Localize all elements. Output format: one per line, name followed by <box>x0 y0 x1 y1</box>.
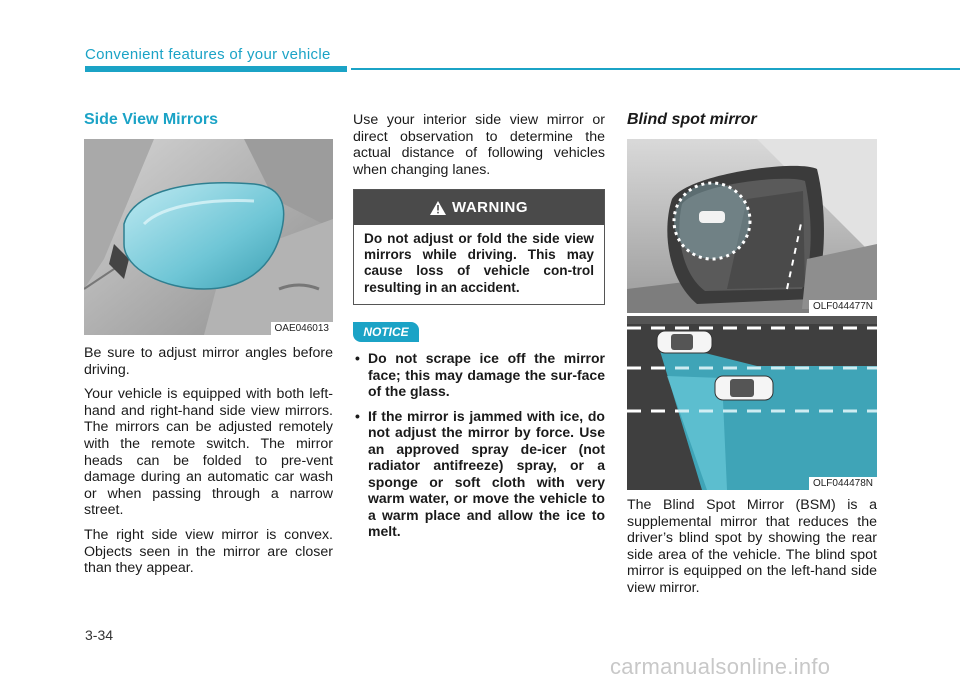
middle-intro <box>353 112 605 186</box>
bullet-dot-icon: • <box>355 350 360 366</box>
blind-spot-mirror-heading: Blind spot mirror <box>627 111 757 128</box>
section-title: Convenient features of your vehicle <box>85 46 331 63</box>
list-item <box>353 350 605 400</box>
notice-label: NOTICE <box>353 322 419 342</box>
paragraph: Be sure to adjust mirror angles before driving. <box>84 345 333 378</box>
list-item <box>353 408 605 540</box>
paragraph: The Blind Spot Mirror (BSM) is a supplemental mirror that reduces the driver’s blind spot by showing the rear side area of the vehicle. The blind spot mirror is equipped on the left-hand side view mirror. <box>627 497 877 596</box>
warning-box <box>353 189 605 305</box>
warning-text: Do not adjust or fold the side view mirrors while driving. This may cause loss of vehicle con-trol resulting in an accident. <box>364 231 594 295</box>
blind-spot-mirror-illustration <box>627 139 877 313</box>
blind-spot-mirror-figure <box>627 139 877 313</box>
warning-title: WARNING <box>452 199 528 216</box>
header-bar-accent <box>85 66 347 72</box>
warning-header <box>354 190 604 225</box>
car-icon <box>715 376 773 400</box>
paragraph: Use your interior side view mirror or direct observation to determine the actual distance of following vehicles when changing lanes. <box>353 112 605 178</box>
bullet-dot-icon: • <box>355 407 360 424</box>
watermark: carmanualsonline.info <box>610 654 831 679</box>
car-icon <box>657 331 712 353</box>
left-body <box>84 345 333 585</box>
page-number: 3-34 <box>85 627 114 643</box>
warning-triangle-icon <box>430 201 446 215</box>
blind-spot-diagram <box>627 316 877 490</box>
bullet-text: Do not scrape ice off the mirror face; this may damage the sur-face of the glass. <box>368 350 605 399</box>
header-rule <box>351 68 960 70</box>
paragraph: Your vehicle is equipped with both left-hand and right-hand side view mirrors. The mirrors can be adjusted remotely with the remote switch. The mirror heads can be folded to pre-vent damage during an automatic car wash or when passing through a narrow street. <box>84 386 333 519</box>
right-body <box>627 497 877 605</box>
notice-bullets <box>353 350 605 548</box>
figure-code: OAE046013 <box>271 322 334 335</box>
side-view-mirrors-heading: Side View Mirrors <box>84 111 218 128</box>
side-mirror-figure <box>84 139 333 335</box>
figure-code: OLF044477N <box>809 300 877 313</box>
side-mirror-illustration <box>84 139 333 335</box>
bullet-text: If the mirror is jammed with ice, do not adjust the mirror by force. Use an approved spray de-icer (not radiator antifreeze) spray, or a sponge or soft cloth with very warm water, or move the vehicle to a warm place and allow the ice to melt. <box>368 407 605 539</box>
blind-spot-diagram-figure <box>627 316 877 490</box>
paragraph: The right side view mirror is convex. Objects seen in the mirror are closer than they appear. <box>84 526 333 577</box>
figure-code: OLF044478N <box>809 477 877 490</box>
